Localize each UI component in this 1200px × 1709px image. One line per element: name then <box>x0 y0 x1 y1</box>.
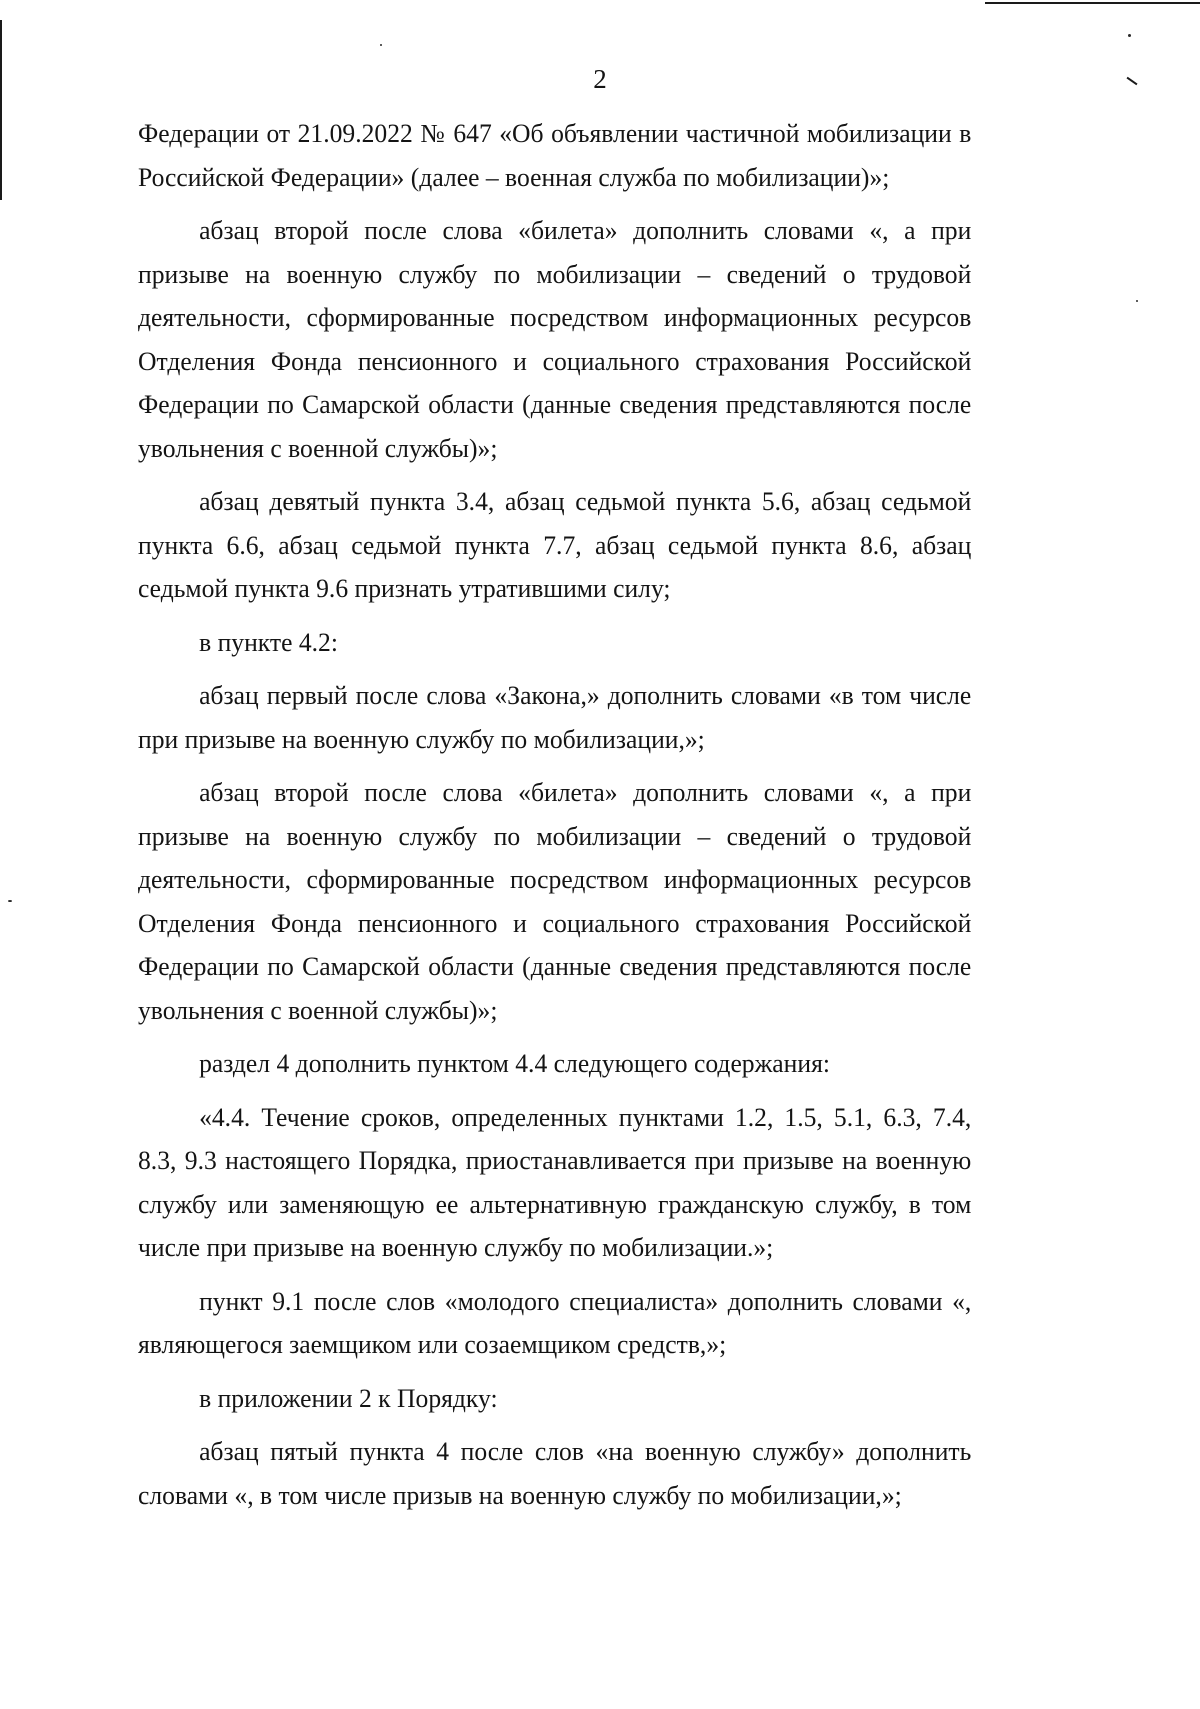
paragraph: абзац первый после слова «Закона,» дополнить словами «в том числе при призыве на военную службу по мобилизации,»; <box>138 681 972 754</box>
paragraph: Федерации от 21.09.2022 № 647 «Об объявлении частичной мобилизации в Российской Федерации» (далее – военная служба по мобилизации)»; <box>138 119 972 192</box>
paragraph: абзац второй после слова «билета» дополнить словами «, а при призыве на военную службу по мобилизации – сведений о трудовой деятельности, сформированные посредством информационных ресурсов Отделения Фонда пенсионного и социального страхования Российской Федерации по Самарской области (данные сведения представляются после увольнения с военной службы)»; <box>138 778 972 1025</box>
paragraph: раздел 4 дополнить пунктом 4.4 следующего содержания: <box>199 1049 830 1078</box>
page-number: 2 <box>593 64 607 94</box>
scan-speck <box>8 900 12 902</box>
scan-speck <box>1128 34 1131 37</box>
scan-speck <box>1136 300 1138 302</box>
paragraph: абзац пятый пункта 4 после слов «на военную службу» дополнить словами «, в том числе призыв на военную службу по мобилизации,»; <box>138 1437 972 1510</box>
scan-edge-left <box>0 20 2 200</box>
paragraph: «4.4. Течение сроков, определенных пунктами 1.2, 1.5, 5.1, 6.3, 7.4, 8.3, 9.3 настоящего Порядка, приостанавливается при призыве на военную службу или заменяющую ее альтернативную гражданскую службу, в том числе при призыве на военную службу по мобилизации.»; <box>138 1102 972 1262</box>
scan-edge-top-right <box>985 2 1200 4</box>
scan-speck <box>380 44 382 46</box>
paragraph: абзац девятый пункта 3.4, абзац седьмой пункта 5.6, абзац седьмой пункта 6.6, абзац седьмой пункта 7.7, абзац седьмой пункта 8.6, абзац седьмой пункта 9.6 признать утратившими силу; <box>138 487 972 603</box>
paragraph: в приложении 2 к Порядку: <box>199 1383 498 1413</box>
paragraph: пункт 9.1 после слов «молодого специалиста» дополнить словами «, являющегося заемщиком или созаемщиком средств,»; <box>138 1286 972 1359</box>
document-body <box>138 112 984 1527</box>
paragraph: абзац второй после слова «билета» дополнить словами «, а при призыве на военную службу по мобилизации – сведений о трудовой деятельности, сформированные посредством информационных ресурсов Отделения Фонда пенсионного и социального страхования Российской Федерации по Самарской области (данные сведения представляются после увольнения с военной службы)»; <box>138 216 972 463</box>
paragraph: в пункте 4.2: <box>199 627 338 657</box>
